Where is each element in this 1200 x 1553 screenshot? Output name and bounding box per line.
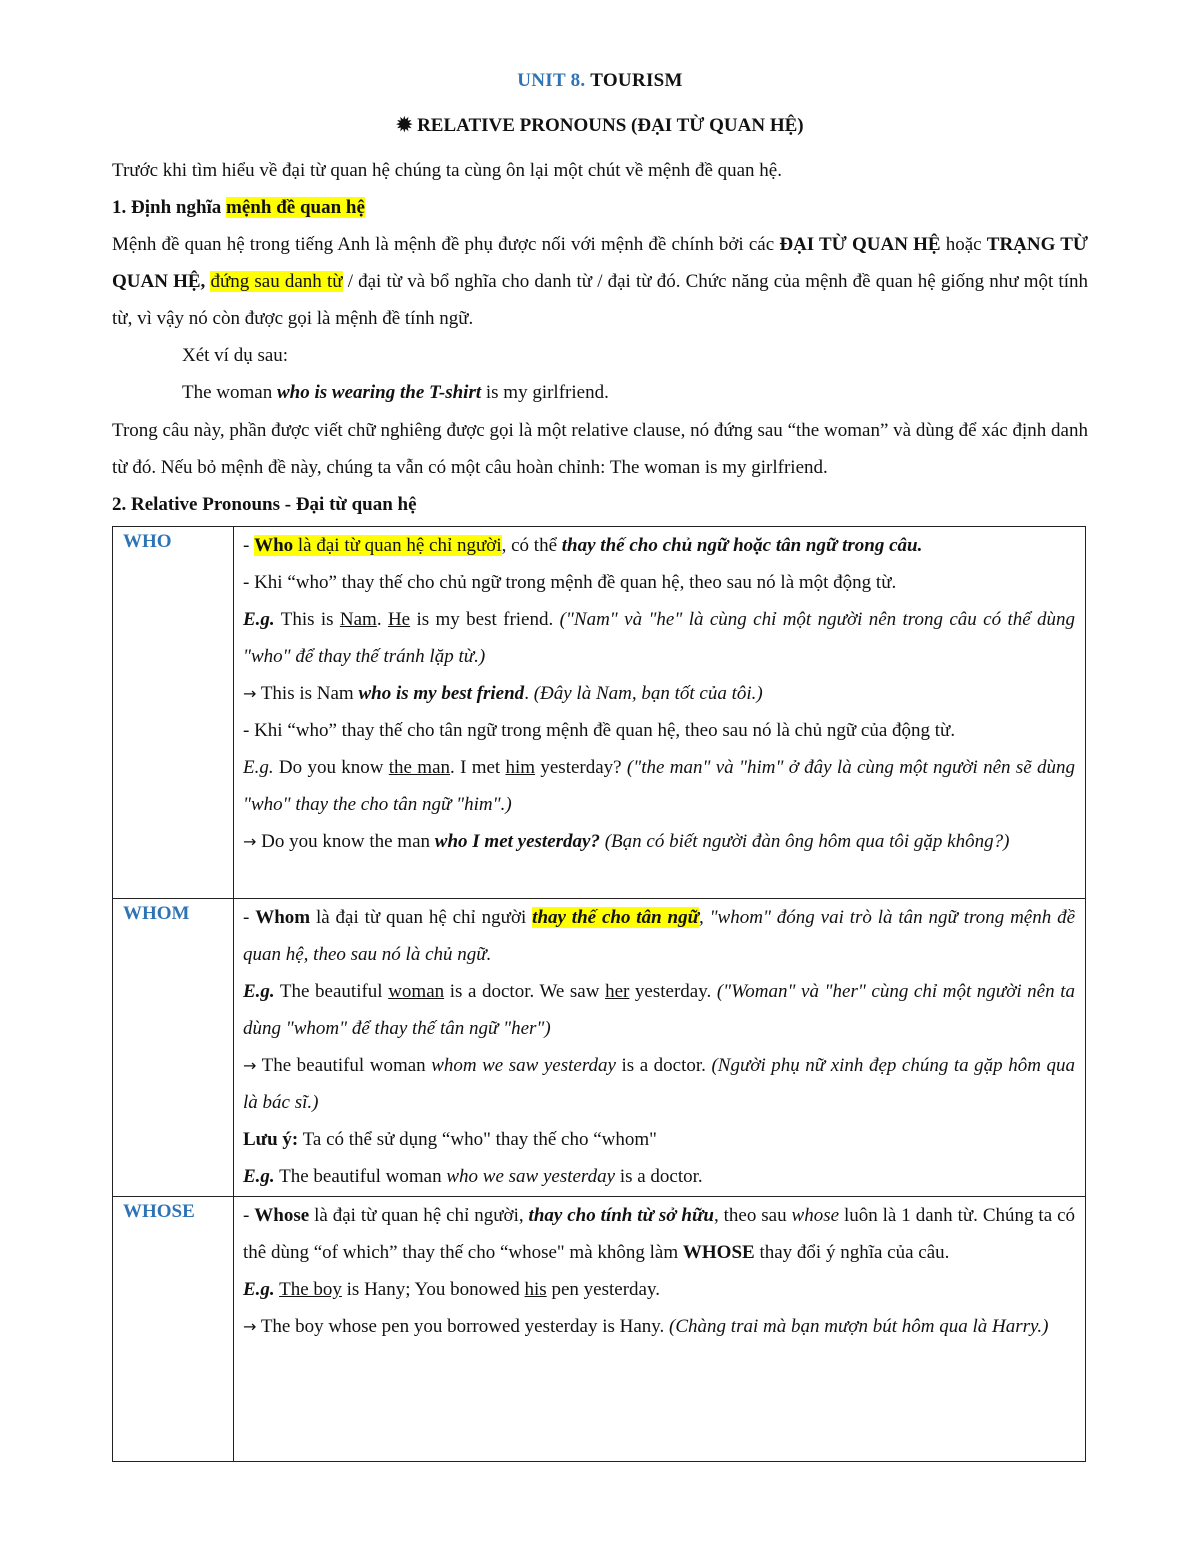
label-who: WHO [113, 527, 234, 899]
relative-clause: who we saw yesterday [446, 1166, 616, 1187]
text-run: This is [274, 609, 340, 630]
text-run: là đại từ quan hệ chỉ người [310, 907, 533, 928]
text-run: The boy whose pen you borrowed yesterday is Hany. [256, 1316, 670, 1337]
table-row-whom [113, 899, 1086, 1197]
text-run: . [524, 683, 534, 704]
relative-clause: who I met yesterday? [434, 831, 600, 852]
arrow-line [243, 823, 1075, 860]
label-whose: WHOSE [113, 1197, 234, 1462]
text-run: hoặc [940, 234, 987, 255]
bold-term: Who [254, 535, 294, 556]
unit-number: UNIT 8. [517, 70, 586, 91]
eg-label: E.g. [243, 1166, 275, 1187]
text-run: , có thể [501, 535, 562, 556]
example-line [243, 1158, 1075, 1195]
italic-note: ("Woman" và "her" cùng chỉ một người nên ta dùng "whom" để thay thế tân ngữ "her") [243, 981, 1075, 1039]
text-run: Do you know the man [256, 831, 435, 852]
text-run: pen yesterday. [546, 1279, 660, 1300]
relative-clause: who is wearing the T-shirt [276, 382, 482, 403]
intro-paragraph: Trước khi tìm hiểu về đại từ quan hệ chúng ta cùng ôn lại một chút về mệnh đề quan hệ. [112, 160, 782, 181]
text-run: / đại từ và bổ nghĩa cho danh từ / đại từ đó. Chức năng của mệnh đề quan hệ giống như một tính từ, vì vậy nó còn được gọi là mệnh đề tính ngữ. [112, 271, 1088, 329]
italic-word: whose [791, 1205, 840, 1226]
text-run: - [243, 535, 255, 556]
text-run: yesterday? [535, 757, 627, 778]
arrow-right-icon: → [243, 684, 257, 703]
text-run: The beautiful woman [256, 1055, 432, 1076]
unit-topic: TOURISM [590, 70, 683, 91]
text-run: is Hany; You bonowed [341, 1279, 525, 1300]
eg-label: E.g. [243, 1279, 275, 1300]
text-run: The beautiful [274, 981, 389, 1002]
underlined-word: Nam [339, 609, 377, 630]
note-line [243, 1121, 1075, 1158]
text-run: luôn là 1 danh từ. Chúng ta có thê dùng “of which” thay thế cho “whose" mà không làm [243, 1205, 1076, 1263]
text-run: , theo sau [713, 1205, 792, 1226]
italic-note: ("Nam" và "he" là cùng chỉ một người nên trong câu có thể dùng "who" để thay thế tránh lặp từ.) [243, 609, 1076, 667]
italic-note: (Người phụ nữ xinh đẹp chúng ta gặp hôm qua là bác sĩ.) [243, 1055, 1075, 1113]
table-row-whose [113, 1197, 1086, 1462]
arrow-right-icon: → [243, 1317, 257, 1336]
text-run: . I met [450, 757, 506, 778]
underlined-word: him [505, 757, 536, 778]
highlighted-phrase: đứng sau danh từ [210, 271, 343, 292]
text-run: is a doctor. [615, 1166, 703, 1187]
label-whom: WHOM [113, 899, 234, 1197]
definition-paragraph [112, 226, 1088, 337]
arrow-line [243, 1047, 1075, 1121]
eg-label: E.g. [243, 757, 274, 778]
text-run: - [243, 907, 256, 928]
list-item [243, 527, 1075, 564]
italic-note: ("the man" và "him" ở đây là cùng một người nên sẽ dùng "who" thay the cho tân ngữ "him".) [243, 757, 1075, 815]
heading-relative-pronouns [112, 486, 1088, 523]
eg-label: E.g. [243, 981, 275, 1002]
example-line [243, 1271, 1075, 1308]
text-run: Mệnh đề quan hệ trong tiếng Anh là mệnh đề phụ được nối với mệnh đề chính bởi các [112, 234, 780, 255]
text-run: is a doctor. We saw [444, 981, 606, 1002]
heading-text: 2. Relative Pronouns - Đại từ quan hệ [112, 494, 417, 515]
list-item: - Khi “who” thay thế cho tân ngữ trong mệnh đề quan hệ, theo sau nó là chủ ngữ của động từ. [243, 720, 956, 741]
arrow-right-icon: → [243, 832, 257, 851]
highlighted-phrase: thay thế cho tân ngữ [532, 907, 699, 928]
example-sentence [112, 374, 1088, 411]
bold-term: ĐẠI TỪ QUAN HỆ [779, 234, 941, 255]
text-run: - [243, 1205, 255, 1226]
relative-pronoun-table [112, 526, 1086, 1462]
text-run: is my best friend. [410, 609, 560, 630]
italic-note: (Đây là Nam, bạn tốt của tôi.) [533, 683, 763, 704]
text-run: . [376, 609, 388, 630]
table-row-who [113, 527, 1086, 899]
list-item: - Khi “who” thay thế cho chủ ngữ trong mệnh đề quan hệ, theo sau nó là một động từ. [243, 572, 897, 593]
section-title [112, 114, 1088, 137]
text-run: thay đổi ý nghĩa của câu. [754, 1242, 950, 1263]
relative-clause: whom we saw yesterday [431, 1055, 616, 1076]
list-item [243, 899, 1075, 973]
eg-label: E.g. [243, 609, 275, 630]
text-run: yesterday. [629, 981, 717, 1002]
heading-highlight: mệnh đề quan hệ [226, 197, 365, 218]
list-item [243, 1197, 1075, 1271]
heading-prefix: 1. Định nghĩa [112, 197, 227, 218]
text-run: là đại từ quan hệ chỉ người, [309, 1205, 529, 1226]
bold-term: Whose [254, 1205, 310, 1226]
underlined-word: The boy [279, 1279, 342, 1300]
text-run: là đại từ quan hệ chỉ người [293, 535, 502, 556]
example-intro: Xét ví dụ sau: [182, 345, 289, 366]
underlined-word: He [387, 609, 411, 630]
underlined-word: the man [388, 757, 451, 778]
italic-note: (Bạn có biết người đàn ông hôm qua tôi gặp không?) [604, 831, 1010, 852]
explanation-paragraph: Trong câu này, phần được viết chữ nghiêng được gọi là một relative clause, nó đứng sau “the woman” và dùng để xác định danh từ đó. Nếu bỏ mệnh đề này, chúng ta vẫn có một câu hoàn chỉnh: The woman is my girlfriend. [112, 420, 1088, 478]
bold-italic-phrase: thay thế cho chủ ngữ hoặc tân ngữ trong câu. [561, 535, 923, 556]
arrow-right-icon: → [243, 1056, 257, 1075]
text-run: The woman [182, 382, 277, 403]
cell-who [234, 527, 1086, 899]
heading-definition [112, 189, 1088, 226]
arrow-line [243, 1308, 1075, 1345]
unit-title [112, 70, 1088, 92]
bold-term: TRẠNG TỪ QUAN HỆ, [112, 234, 1089, 292]
section-title-text: RELATIVE PRONOUNS (ĐẠI TỪ QUAN HỆ) [417, 115, 804, 136]
text-run: Ta có thể sử dụng “who" thay thế cho “whom" [298, 1129, 657, 1150]
bullet-icon: ✹ [396, 115, 413, 136]
bold-term: WHOSE [682, 1242, 755, 1263]
arrow-line [243, 675, 1075, 712]
text-run: is my girlfriend. [481, 382, 609, 403]
underlined-word: his [524, 1279, 547, 1300]
cell-whom [234, 899, 1086, 1197]
italic-note: , "whom" đóng vai trò là tân ngữ trong mệnh đề quan hệ, theo sau nó là chủ ngữ. [243, 907, 1076, 965]
bold-term: Whom [255, 907, 311, 928]
example-line [243, 973, 1075, 1047]
cell-whose [234, 1197, 1086, 1462]
example-line [243, 749, 1075, 823]
underlined-word: woman [388, 981, 445, 1002]
underlined-word: her [605, 981, 630, 1002]
bold-italic-phrase: thay cho tính từ sở hữu [528, 1205, 714, 1226]
italic-note: (Chàng trai mà bạn mượn bút hôm qua là Harry.) [669, 1316, 1049, 1337]
text-run: Do you know [273, 757, 389, 778]
text-run: This is Nam [256, 683, 359, 704]
text-run: The beautiful woman [274, 1166, 447, 1187]
note-label: Lưu ý: [243, 1129, 299, 1150]
relative-clause: who is my best friend [358, 683, 525, 704]
example-line [243, 601, 1075, 675]
text-run: is a doctor. [615, 1055, 712, 1076]
